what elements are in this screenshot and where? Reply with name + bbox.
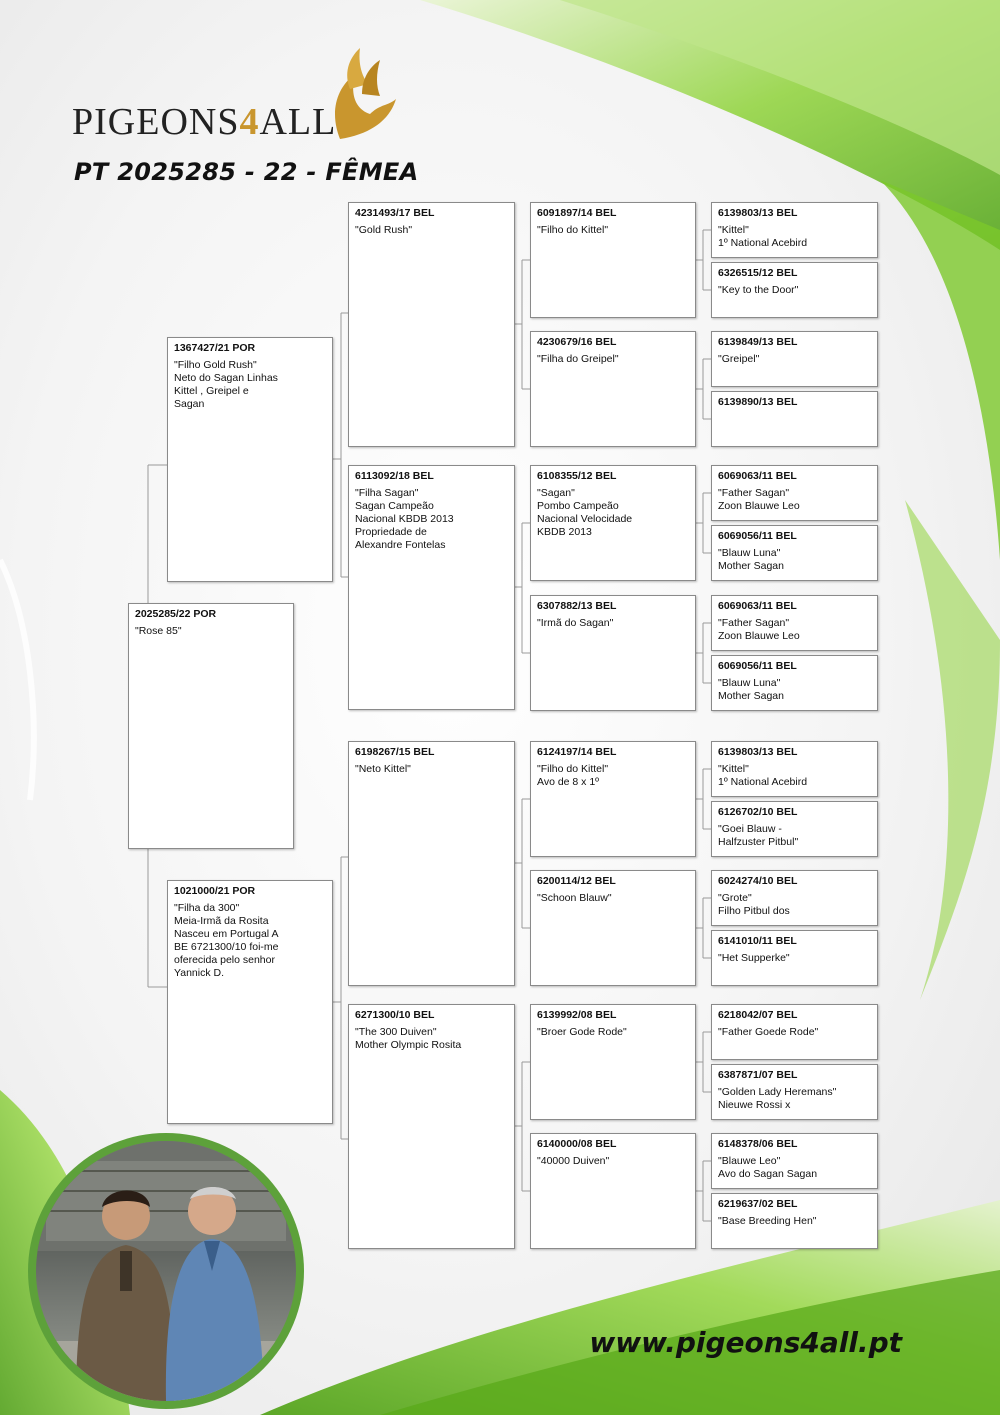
ring-number: 6148378/06 BEL — [718, 1138, 798, 1150]
great-great-grandparent-card — [711, 741, 878, 797]
ring-number: 6139803/13 BEL — [718, 207, 798, 219]
pigeon-description: "Golden Lady Heremans" Nieuwe Rossi x — [718, 1086, 837, 1111]
ring-number: 6200114/12 BEL — [537, 875, 616, 887]
great-great-grandparent-card — [711, 525, 878, 581]
grandparent-card — [348, 202, 515, 447]
pigeon-description: "Sagan" Pombo Campeão Nacional Velocidade KBDB 2013 — [537, 487, 633, 538]
ring-number: 6198267/15 BEL — [355, 746, 435, 758]
pigeon-description: "Grote" Filho Pitbul dos — [718, 892, 790, 917]
ring-number: 6069056/11 BEL — [718, 660, 797, 672]
great-great-grandparent-card — [711, 465, 878, 521]
pigeon-description: "Blauw Luna" Mother Sagan — [718, 677, 784, 702]
pigeon-description: "Filha Sagan" Sagan Campeão Nacional KBDB 2013 Propriedade de Alexandre Fontelas — [355, 487, 454, 551]
pedigree-title: PT 2025285 - 22 - FÊMEA — [74, 158, 419, 186]
pigeon-description: "Father Sagan" Zoon Blauwe Leo — [718, 617, 800, 642]
pigeon-description: "Filha do Greipel" — [537, 353, 619, 365]
pigeon-description: "Schoon Blauw" — [537, 892, 612, 904]
logo-suffix: ALL — [259, 101, 337, 143]
pigeon-description: "Goei Blauw - Halfzuster Pitbul" — [718, 823, 799, 848]
great-grandparent-card — [530, 1004, 696, 1120]
pigeon-description: "Gold Rush" — [355, 224, 413, 236]
logo-four: 4 — [239, 101, 260, 143]
people-illustration — [36, 1141, 296, 1401]
pigeon-description: "Irmã do Sagan" — [537, 617, 614, 629]
pigeon-description: "Father Goede Rode" — [718, 1026, 819, 1038]
great-grandparent-card — [530, 1133, 696, 1249]
logo-prefix: PIGEONS — [72, 101, 240, 143]
pigeon-description: "40000 Duiven" — [537, 1155, 610, 1167]
ring-number: 6387871/07 BEL — [718, 1069, 798, 1081]
pigeon-description: "Kittel" 1º National Acebird — [718, 763, 808, 788]
ring-number: 6271300/10 BEL — [355, 1009, 435, 1021]
great-great-grandparent-card — [711, 331, 878, 387]
great-great-grandparent-card — [711, 801, 878, 857]
pigeon-description: "Filho do Kittel" Avo de 8 x 1º — [537, 763, 609, 788]
ring-number: 6139992/08 BEL — [537, 1009, 617, 1021]
subject-card — [128, 603, 294, 849]
great-grandparent-card — [530, 741, 696, 857]
ring-number: 6139890/13 BEL — [718, 396, 798, 408]
ring-number: 6307882/13 BEL — [537, 600, 617, 612]
pigeon-description: "Father Sagan" Zoon Blauwe Leo — [718, 487, 800, 512]
ring-number: 6140000/08 BEL — [537, 1138, 617, 1150]
great-grandparent-card — [530, 595, 696, 711]
dam-card — [167, 880, 333, 1124]
ring-number: 2025285/22 POR — [135, 608, 217, 620]
ring-number: 6069063/11 BEL — [718, 600, 797, 612]
ring-number: 6024274/10 BEL — [718, 875, 798, 887]
great-grandparent-card — [530, 331, 696, 447]
ring-number: 4231493/17 BEL — [355, 207, 435, 219]
brand-logo — [72, 100, 336, 144]
owners-photo — [28, 1133, 304, 1409]
pigeon-description: "Broer Gode Rode" — [537, 1026, 627, 1038]
great-great-grandparent-card — [711, 595, 878, 651]
ring-number: 4230679/16 BEL — [537, 336, 617, 348]
great-great-grandparent-card — [711, 391, 878, 447]
ring-number: 6124197/14 BEL — [537, 746, 617, 758]
ring-number: 6091897/14 BEL — [537, 207, 617, 219]
pigeon-description: "Blauwe Leo" Avo do Sagan Sagan — [718, 1155, 818, 1180]
grandparent-card — [348, 1004, 515, 1249]
pigeon-description: "Filha da 300" Meia-Irmã da Rosita Nasceu em Portugal A BE 6721300/10 foi-me oferecida pelo senhor Yannick D. — [174, 902, 279, 979]
great-great-grandparent-card — [711, 870, 878, 926]
great-great-grandparent-card — [711, 1193, 878, 1249]
pigeon-description: "Filho Gold Rush" Neto do Sagan Linhas Kittel , Greipel e Sagan — [174, 359, 278, 410]
pigeon-description: "Blauw Luna" Mother Sagan — [718, 547, 784, 572]
ring-number: 6139849/13 BEL — [718, 336, 798, 348]
great-great-grandparent-card — [711, 1064, 878, 1120]
pigeon-description: "Filho do Kittel" — [537, 224, 609, 236]
ring-number: 6108355/12 BEL — [537, 470, 617, 482]
great-great-grandparent-card — [711, 202, 878, 258]
sire-card — [167, 337, 333, 582]
pigeon-description: "Greipel" — [718, 353, 760, 365]
ring-number: 6219637/02 BEL — [718, 1198, 798, 1210]
pigeon-description: "Key to the Door" — [718, 284, 799, 296]
great-great-grandparent-card — [711, 930, 878, 986]
ring-number: 1367427/21 POR — [174, 342, 256, 354]
ring-number: 6113092/18 BEL — [355, 470, 434, 482]
great-grandparent-card — [530, 465, 696, 581]
pigeon-description: "Neto Kittel" — [355, 763, 411, 775]
owners-photo-image — [36, 1141, 296, 1401]
great-great-grandparent-card — [711, 655, 878, 711]
ring-number: 6139803/13 BEL — [718, 746, 798, 758]
pigeon-description: "Kittel" 1º National Acebird — [718, 224, 808, 249]
ring-number: 6126702/10 BEL — [718, 806, 798, 818]
pigeon-description: "Base Breeding Hen" — [718, 1215, 817, 1227]
grandparent-card — [348, 465, 515, 710]
ring-number: 6069063/11 BEL — [718, 470, 797, 482]
ring-number: 6218042/07 BEL — [718, 1009, 798, 1021]
great-grandparent-card — [530, 202, 696, 318]
website-url: www.pigeons4all.pt — [589, 1326, 902, 1359]
ring-number: 6326515/12 BEL — [718, 267, 798, 279]
great-great-grandparent-card — [711, 1133, 878, 1189]
grandparent-card — [348, 741, 515, 986]
pigeon-description: "Rose 85" — [135, 625, 182, 637]
great-great-grandparent-card — [711, 262, 878, 318]
pigeon-description: "The 300 Duiven" Mother Olympic Rosita — [355, 1026, 462, 1051]
great-great-grandparent-card — [711, 1004, 878, 1060]
ring-number: 1021000/21 POR — [174, 885, 256, 897]
ring-number: 6141010/11 BEL — [718, 935, 797, 947]
ring-number: 6069056/11 BEL — [718, 530, 797, 542]
great-grandparent-card — [530, 870, 696, 986]
pigeon-description: "Het Supperke" — [718, 952, 790, 964]
